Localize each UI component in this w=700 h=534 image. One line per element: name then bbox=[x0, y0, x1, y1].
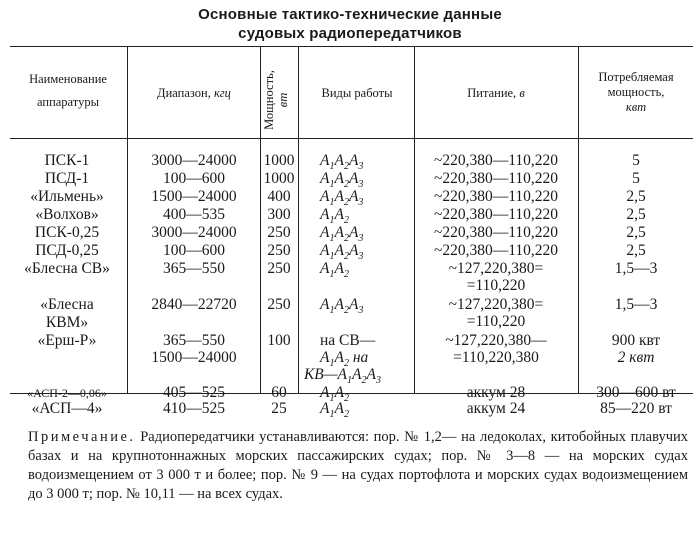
row-2-consumption: 5 bbox=[632, 170, 640, 187]
footnote-text: Радиопередатчики устанавливаются: пор. № 1,2— на ледоколах, китобойных плавучих базах и на крупнотоннажных морских пассажирских судах; пор. № 3—8 — на морских судах водоизмещением от 3 000 т и более; пор. № 9 — на судах портофлота и морских судах водоизмещением до 3 000 т; пор. № 10,11 — на всех судах. bbox=[28, 429, 689, 502]
row-8-name-cont: КВМ» bbox=[45, 314, 89, 331]
row-3-name: «Ильмень» bbox=[30, 188, 104, 205]
row-3-consumption: 2,5 bbox=[626, 188, 646, 205]
row-5-range: 3000—24000 bbox=[151, 224, 237, 241]
row-1-power: 1000 bbox=[263, 152, 295, 169]
row-9-power: 100 bbox=[267, 332, 291, 349]
table-title-line-1: Основные тактико-технические данные bbox=[198, 6, 502, 23]
row-11-supply: аккум 24 bbox=[466, 400, 526, 417]
row-10-range: 405—525 bbox=[163, 384, 225, 401]
row-7-consumption: 1,5—3 bbox=[614, 260, 658, 277]
row-7-range: 365—550 bbox=[163, 260, 225, 277]
header-range-label: Диапазон, bbox=[157, 86, 211, 100]
row-9-supply-cont: =110,220,380 bbox=[453, 349, 539, 366]
row-8-power: 250 bbox=[267, 296, 291, 313]
row-4-name: «Волхов» bbox=[35, 206, 99, 223]
row-11-consumption: 85—220 вт bbox=[600, 400, 672, 417]
row-9-supply: ~127,220,380— bbox=[445, 332, 547, 349]
row-10-modes: $A_1A_2$ bbox=[320, 384, 349, 405]
header-cons-line-2: мощность, bbox=[607, 85, 665, 99]
row-5-supply: ~220,380—110,220 bbox=[433, 224, 559, 241]
header-power-unit: вт bbox=[276, 92, 290, 108]
row-1-range: 3000—24000 bbox=[151, 152, 237, 169]
row-1-consumption: 5 bbox=[632, 152, 640, 169]
row-10-consumption: 300—600 вт bbox=[596, 384, 676, 401]
column-divider bbox=[298, 46, 299, 393]
header-supply-label: Питание, bbox=[467, 86, 517, 100]
row-10-supply: аккум 28 bbox=[466, 384, 526, 401]
row-9-range-cont: 1500—24000 bbox=[151, 349, 237, 366]
row-4-supply: ~220,380—110,220 bbox=[433, 206, 559, 223]
header-name-line-1: Наименование bbox=[29, 72, 107, 86]
column-divider bbox=[260, 46, 261, 393]
header-cons-unit: квт bbox=[625, 100, 647, 114]
row-8-range: 2840—22720 bbox=[151, 296, 237, 313]
table-title-line-2: судовых радиопередатчиков bbox=[238, 25, 462, 42]
row-11-name: «АСП—4» bbox=[31, 400, 103, 417]
row-1-supply: ~220,380—110,220 bbox=[433, 152, 559, 169]
row-11-range: 410—525 bbox=[163, 400, 225, 417]
row-1-name: ПСК-1 bbox=[44, 152, 90, 169]
header-range bbox=[128, 86, 260, 101]
row-5-consumption: 2,5 bbox=[626, 224, 646, 241]
row-7-modes: $A_1A_2$ bbox=[320, 260, 349, 281]
row-9-consumption: 900 квт bbox=[611, 332, 661, 349]
row-4-modes: $A_1A_2$ bbox=[320, 206, 349, 227]
row-9-modes-line-2: $A_1A_2$ на bbox=[320, 349, 369, 370]
row-9-modes-line-1: на СВ— bbox=[320, 332, 376, 349]
row-6-name: ПСД-0,25 bbox=[35, 242, 99, 259]
row-7-power: 250 bbox=[267, 260, 291, 277]
row-5-name: ПСК-0,25 bbox=[34, 224, 100, 241]
row-6-range: 100—600 bbox=[163, 242, 225, 259]
header-bottom-rule bbox=[10, 138, 693, 139]
row-9-range: 365—550 bbox=[163, 332, 225, 349]
row-8-modes: $A_1A_2A_3$ bbox=[320, 296, 364, 317]
row-9-modes-line-3: $КВ—A_1A_2A_3$ bbox=[304, 366, 381, 387]
row-1-modes: $A_1A_2A_3$ bbox=[320, 152, 364, 173]
row-4-consumption: 2,5 bbox=[626, 206, 646, 223]
footnote-label: Примечание. bbox=[28, 429, 136, 445]
row-8-supply-cont: =110,220 bbox=[466, 313, 526, 330]
row-3-range: 1500—24000 bbox=[151, 188, 237, 205]
row-3-supply: ~220,380—110,220 bbox=[433, 188, 559, 205]
header-power-label: Мощность, bbox=[262, 70, 276, 130]
row-5-modes: $A_1A_2A_3$ bbox=[320, 224, 364, 245]
column-divider bbox=[578, 46, 579, 393]
row-11-modes: $A_1A_2$ bbox=[320, 400, 349, 421]
row-8-consumption: 1,5—3 bbox=[614, 296, 658, 313]
row-2-name: ПСД-1 bbox=[44, 170, 90, 187]
row-6-modes: $A_1A_2A_3$ bbox=[320, 242, 364, 263]
row-10-power: 60 bbox=[271, 384, 287, 401]
row-8-name: «Блесна bbox=[40, 296, 94, 313]
header-name bbox=[10, 72, 126, 110]
row-3-modes: $A_1A_2A_3$ bbox=[320, 188, 364, 209]
row-3-power: 400 bbox=[267, 188, 291, 205]
row-4-power: 300 bbox=[267, 206, 291, 223]
row-11-power: 25 bbox=[271, 400, 287, 417]
row-2-range: 100—600 bbox=[163, 170, 225, 187]
row-4-range: 400—535 bbox=[163, 206, 225, 223]
header-supply-unit: в bbox=[519, 86, 525, 100]
header-range-unit: кгц bbox=[213, 86, 231, 100]
header-consumption bbox=[580, 70, 692, 115]
row-5-power: 250 bbox=[267, 224, 291, 241]
row-6-supply: ~220,380—110,220 bbox=[433, 242, 559, 259]
row-2-modes: $A_1A_2A_3$ bbox=[320, 170, 364, 191]
row-6-consumption: 2,5 bbox=[626, 242, 646, 259]
header-supply bbox=[415, 86, 577, 101]
row-7-name: «Блесна СВ» bbox=[24, 260, 110, 277]
row-9-name: «Ерш-Р» bbox=[37, 332, 97, 349]
header-name-line-2: аппаратуры bbox=[37, 95, 99, 109]
row-7-supply-cont: =110,220 bbox=[466, 277, 526, 294]
header-power bbox=[262, 60, 294, 140]
footnote bbox=[28, 428, 688, 504]
row-7-supply: ~127,220,380= bbox=[448, 260, 544, 277]
row-9-consumption-cont: 2 квт bbox=[617, 349, 655, 366]
row-2-supply: ~220,380—110,220 bbox=[433, 170, 559, 187]
row-2-power: 1000 bbox=[263, 170, 295, 187]
row-6-power: 250 bbox=[267, 242, 291, 259]
row-8-supply: ~127,220,380= bbox=[448, 296, 544, 313]
table-top-rule bbox=[10, 46, 693, 47]
header-cons-line-1: Потребляемая bbox=[598, 70, 674, 84]
header-modes: Виды работы bbox=[321, 86, 393, 100]
row-10-name: «АСП-2—0,06» bbox=[27, 386, 107, 400]
